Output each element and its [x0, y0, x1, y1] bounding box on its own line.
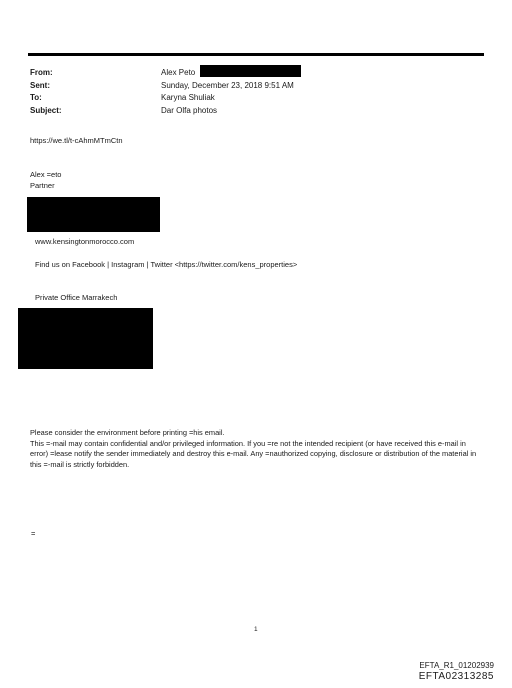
- disclaimer: [30, 428, 482, 470]
- header-label: Subject:: [30, 105, 62, 115]
- header-row-subject: [30, 105, 294, 118]
- redaction-office-block: [18, 308, 153, 369]
- signature-name: Alex =eto: [30, 170, 62, 179]
- wetransfer-link[interactable]: https://we.tl/t-cAhmMTmCtn: [30, 136, 123, 145]
- header-label: From:: [30, 68, 53, 77]
- stray-mark: =: [31, 529, 36, 538]
- redaction-sender-email: [200, 65, 301, 77]
- header-value: Karyna Shuliak: [161, 93, 215, 102]
- footer-id-secondary: EFTA02313285: [418, 671, 494, 682]
- signature-title: Partner: [30, 181, 55, 190]
- header-row-sent: [30, 80, 294, 93]
- header-label: To:: [30, 93, 42, 102]
- redaction-signature-block: [27, 197, 160, 232]
- office-name: Private Office Marrakech: [35, 293, 118, 302]
- disclaimer-confidential: This =-mail may contain confidential and/or privileged information. If you =re not the intended recipient (or have received this e-mail in error) =lease notify the sender immediately and destroy this e-mail. Any =nauthorized copying, disclosure or distribution of the material in this =-mail is strictly forbidden.: [30, 438, 477, 469]
- header-value: Sunday, December 23, 2018 9:51 AM: [161, 80, 294, 90]
- page-number: 1: [254, 626, 258, 633]
- header-rule: [28, 53, 484, 56]
- footer-id-primary: EFTA_R1_01202939: [419, 661, 494, 670]
- header-value: Alex Peto: [161, 68, 196, 77]
- website-link[interactable]: www.kensingtonmorocco.com: [35, 237, 135, 246]
- header-value: Dar Olfa photos: [161, 105, 218, 115]
- header-label: Sent:: [30, 80, 50, 90]
- disclaimer-environment: Please consider the environment before printing =his email.: [30, 428, 225, 437]
- header-row-to: [30, 92, 294, 105]
- social-links[interactable]: Find us on Facebook | Instagram | Twitter <https://twitter.com/kens_properties>: [35, 260, 298, 269]
